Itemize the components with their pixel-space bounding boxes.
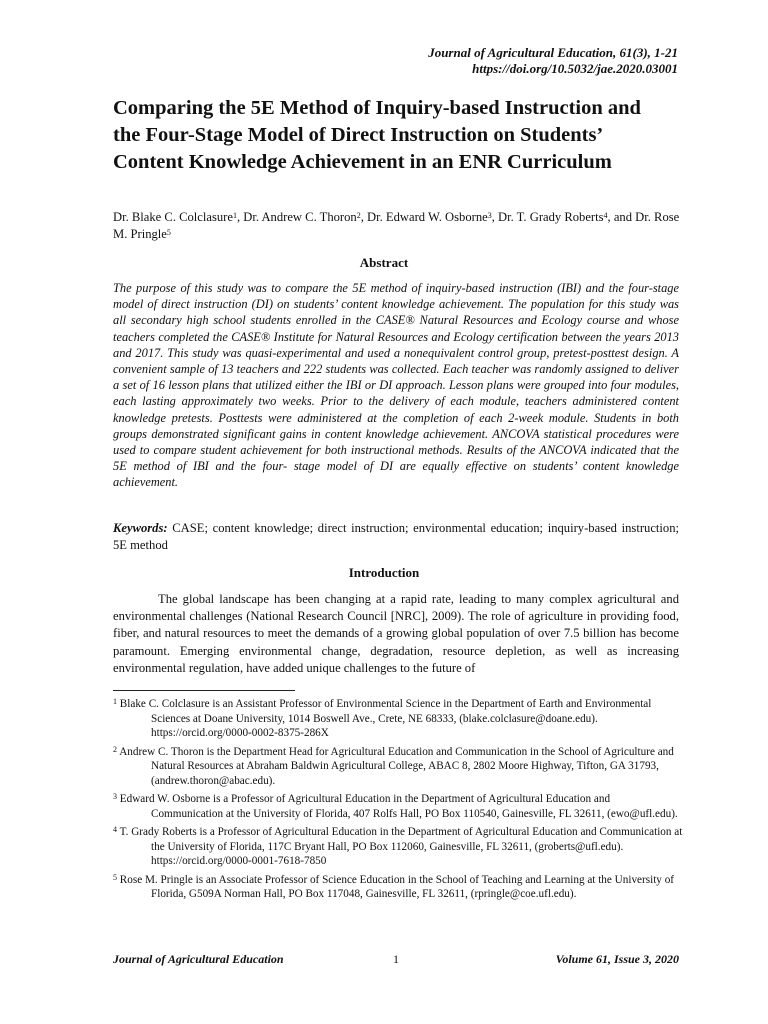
footnote-number: 3 — [113, 792, 117, 801]
introduction-text: The global landscape has been changing at a rapid rate, leading to many complex agricultural and environmental challenges (National Research Council [NRC], 2009). The role of agriculture in providing food, fiber, and natural resources to meet the demands of a growing global population of over 7.5 billion has become paramount. Emerging environmental change, degradation, resource depletion, as well as increasing environmental regulation, have added unique challenges to the future of — [113, 592, 679, 675]
author-name: Dr. T. Grady Roberts — [498, 210, 604, 224]
keywords-label: Keywords: — [113, 521, 168, 535]
and-word: and — [613, 210, 633, 224]
footnote-text: Blake C. Colclasure is an Assistant Professor of Environmental Science in the Department of Earth and Environmental Sciences at Doane University, 1014 Boswell Ave., Crete, NE 68333, (blake.colclasure@doane.edu). https://orcid.org/0000-0002-8375-286X — [119, 698, 652, 739]
footnote — [113, 825, 683, 869]
footer-volume: Volume 61, Issue 3, 2020 — [555, 952, 679, 966]
footnote-text: Rose M. Pringle is an Associate Professor of Science Education in the School of Teaching and Learning at the University of Florida, G509A Norman Hall, PO Box 117048, Gainesville, FL 32611, (rpringle@coe.ufl.edu). — [119, 873, 675, 900]
journal-header — [428, 45, 678, 77]
author-list: Dr. Blake C. Colclasure$^1$, Dr. Andrew C. Thoron$^2$, Dr. Edward W. Osborne$^3$, Dr. T. Grady Roberts$^4$, and Dr. Rose M. Pringle$^5$ — [113, 210, 680, 241]
footnote — [113, 745, 683, 789]
footnote-text: Edward W. Osborne is a Professor of Agricultural Education in the Department of Agricultural Education and Communication at the University of Florida, 407 Rolfs Hall, PO Box 110540, Gainesville, FL 32611, (ewo@ufl.edu). — [119, 793, 678, 820]
footnote-number: 1 — [113, 697, 117, 706]
author-footnote-marker[interactable]: 5 — [166, 228, 171, 237]
footnote-text: Andrew C. Thoron is the Department Head for Agricultural Education and Communication in the School of Agriculture and Natural Resources at Abraham Baldwin Agricultural College, ABAC 8, 2802 Moore Highway, Tifton, GA 31793, (andrew.thoron@abac.edu). — [119, 745, 674, 787]
author-name: Dr. Rose M. Pringle — [113, 210, 680, 241]
page-footer — [113, 952, 679, 968]
footnote-divider — [113, 690, 295, 691]
abstract-heading: Abstract — [359, 255, 409, 270]
keywords — [113, 520, 679, 553]
footnotes — [113, 697, 683, 906]
introduction-heading: Introduction — [348, 565, 420, 580]
footer-journal-name: Journal of Agricultural Education — [113, 952, 284, 966]
author-name: Dr. Blake C. Colclasure — [113, 210, 233, 224]
author-name: Dr. Edward W. Osborne — [367, 210, 488, 224]
keywords-text: CASE; content knowledge; direct instruction; environmental education; inquiry-based instruction; 5E method — [113, 521, 680, 552]
paper-title: Comparing the 5E Method of Inquiry-based Instruction and the Four-Stage Model of Direct Instruction on Students’ Content Knowledge Achievement in an ENR Curriculum — [113, 97, 641, 173]
page-number: 1 — [393, 952, 399, 966]
author-footnote-marker[interactable]: 1 — [232, 211, 237, 220]
doi-link[interactable]: https://doi.org/10.5032/jae.2020.03001 — [472, 61, 678, 76]
footnote-number: 4 — [113, 825, 117, 834]
author-name: Dr. Andrew C. Thoron — [243, 210, 357, 224]
author-footnote-marker[interactable]: 3 — [487, 211, 492, 220]
footnote — [113, 873, 683, 902]
author-footnote-marker[interactable]: 2 — [356, 211, 361, 220]
footnote-number: 2 — [113, 744, 117, 754]
author-footnote-marker[interactable]: 4 — [603, 211, 608, 220]
footnote — [113, 697, 683, 741]
footnote-text: T. Grady Roberts is a Professor of Agricultural Education in the Department of Agricultural Education and Communication at the University of Florida, 117C Bryant Hall, PO Box 112060, Gainesville, FL 32611, (groberts@ufl.edu). https://orcid.org/0000-0001-7618-7850 — [119, 826, 683, 867]
journal-citation: Journal of Agricultural Education, 61(3), 1-21 — [428, 45, 678, 60]
abstract-text: The purpose of this study was to compare the 5E method of inquiry-based instruction (IBI) and the four-stage model of direct instruction (DI) on students’ content knowledge achievement. The population for this study was all secondary high school students enrolled in the CASE® Natural Resources and Ecology course and whose teachers completed the CASE® Institute for Natural Resources and Ecology certification between the years 2013 and 2017. This study was quasi-experimental and used a nonequivalent control group, pretest-posttest design. A convenient sample of 13 teachers and 222 students was collected. Each teacher was randomly assigned to deliver a set of 16 lesson plans that utilized either the IBI or DI approach. Lesson plans were grouped into four modules, each lasting approximately two weeks. Prior to the delivery of each module, teachers administered content knowledge pretests. Posttests were administered at the completion of each 2-week module. Students in both groups demonstrated significant gains in content knowledge achievement. ANCOVA statistical procedures were used to compare student achievement for both instructional methods. Results of the ANCOVA indicated that the 5E method of IBI and the four- stage model of DI are equally effective on students’ content knowledge achievement. — [113, 281, 679, 490]
footnote-number: 5 — [113, 872, 117, 882]
footnote — [113, 792, 683, 821]
